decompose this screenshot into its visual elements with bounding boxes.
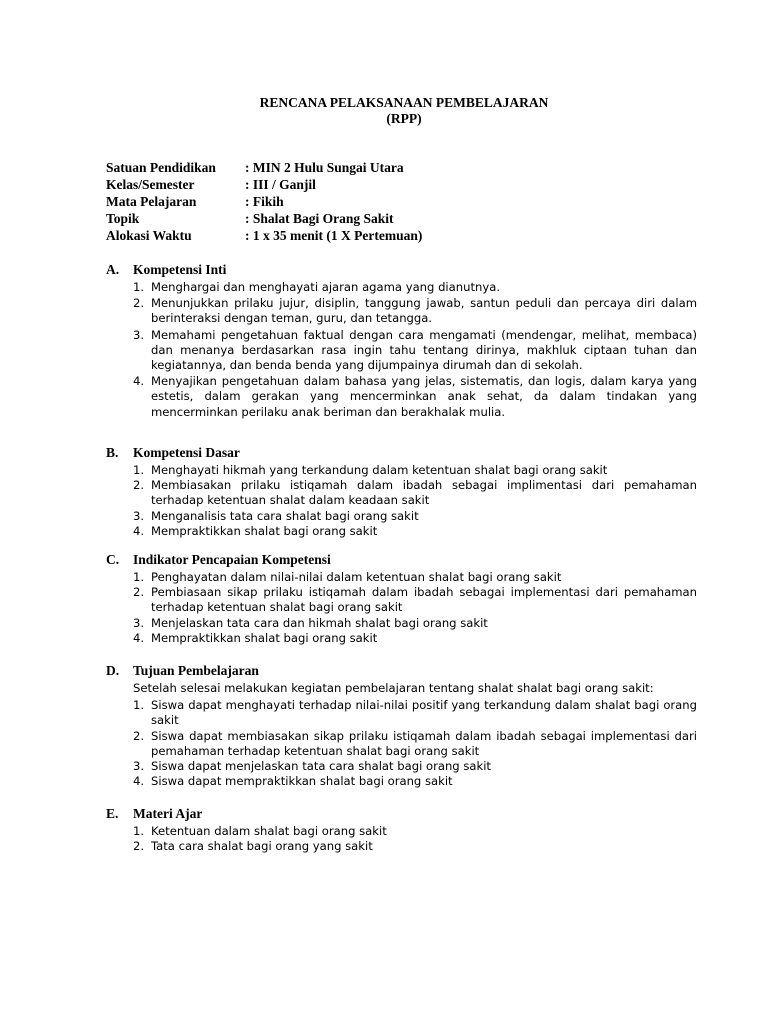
section-list	[106, 698, 697, 789]
list-item-text: Siswa dapat mempraktikkan shalat bagi orang sakit	[151, 774, 453, 789]
list-item-text: Tata cara shalat bagi orang yang sakit	[151, 839, 373, 854]
list-item: 4. Siswa dapat mempraktikkan shalat bagi orang sakit	[133, 774, 453, 789]
section-letter: D.	[106, 663, 120, 678]
document-subtitle: (RPP)	[386, 111, 422, 126]
list-item-text: Menjelaskan tata cara dan hikmah shalat bagi orang sakit	[151, 615, 488, 630]
list-item-text: Mempraktikkan shalat bagi orang sakit	[151, 630, 378, 645]
identity-label: Kelas/Semester	[106, 177, 195, 192]
identity-value: : MIN 2 Hulu Sungai Utara	[245, 160, 404, 175]
identity-row	[106, 176, 422, 193]
list-item: 3. Menjelaskan tata cara dan hikmah shalat bagi orang sakit	[133, 615, 488, 630]
identity-value: : 1 x 35 menit (1 X Pertemuan)	[245, 228, 423, 243]
list-item: 4. Mempraktikkan shalat bagi orang sakit	[133, 630, 378, 645]
list-item-text: Mempraktikkan shalat bagi orang sakit	[151, 523, 378, 538]
list-item: 4. Menyajikan pengetahuan dalam bahasa yang jelas, sistematis, dan logis, dalam karya yang estetis, dalam gerakan yang mencerminkan anak sehat, da dalam tindakan yang mencerminkan perilaku anak beriman dan berakhalak mulia.	[133, 374, 697, 419]
section-title: Kompetensi Inti	[133, 262, 227, 277]
document-title: RENCANA PELAKSANAAN PEMBELAJARAN	[259, 95, 549, 110]
section-tujuan	[106, 663, 697, 789]
identity-label: Satuan Pendidikan	[106, 160, 216, 175]
list-item: 1. Menghargai dan menghayati ajaran agama yang dianutnya.	[133, 280, 501, 294]
identity-label: Topik	[106, 211, 140, 226]
section-indikator	[106, 552, 697, 646]
section-letter: A.	[106, 262, 120, 277]
section-title: Indikator Pencapaian Kompetensi	[133, 552, 331, 567]
section-intro: Setelah selesai melakukan kegiatan pembelajaran tentang shalat shalat bagi orang sakit:	[133, 681, 654, 695]
section-heading	[106, 663, 697, 679]
list-item: 1. Menghayati hikmah yang terkandung dalam ketentuan shalat bagi orang sakit	[133, 463, 608, 477]
identity-row	[106, 159, 422, 176]
section-list	[106, 463, 697, 539]
list-item-text: Menunjukkan prilaku jujur, disiplin, tanggung jawab, santun peduli dan percaya diri dalam berinteraksi dengan teman, guru, dan tetangga.	[151, 296, 697, 326]
list-item-text: Ketentuan dalam shalat bagi orang sakit	[151, 824, 387, 838]
section-heading	[106, 262, 697, 278]
list-item-text: Siswa dapat menghayati terhadap nilai-nilai positif yang terkandung dalam shalat bagi orang sakit	[151, 698, 697, 728]
list-item-text: Menghargai dan menghayati ajaran agama yang dianutnya.	[151, 280, 501, 294]
list-item: 2. Membiasakan prilaku istiqamah dalam ibadah sebagai implimentasi dari pemahaman terhadap ketentuan shalat dalam keadaan sakit	[133, 478, 697, 508]
list-item-text: Memahami pengetahuan faktual dengan cara mengamati (mendengar, melihat, membaca) dan menanya berdasarkan rasa ingin tahu tentang dirinya, makhluk ciptaan tuhan dan kegiatannya, dan benda benda yang dijumpainya dirumah dan di sekolah.	[151, 327, 697, 373]
identity-value: : Shalat Bagi Orang Sakit	[245, 211, 394, 226]
list-item: 3. Menganalisis tata cara shalat bagi orang sakit	[133, 508, 419, 523]
identity-block	[106, 159, 422, 244]
section-kompetensi-dasar	[106, 445, 697, 539]
identity-label: Alokasi Waktu	[106, 228, 192, 243]
identity-row	[106, 227, 422, 244]
section-heading	[106, 806, 697, 822]
list-item: 2. Pembiasaan sikap prilaku istiqamah dalam ibadah sebagai implementasi dari pemahaman terhadap ketentuan shalat bagi orang sakit	[133, 585, 697, 615]
list-item-text: Menyajikan pengetahuan dalam bahasa yang jelas, sistematis, dan logis, dalam karya yang estetis, dalam gerakan yang mencerminkan anak sehat, da dalam tindakan yang mencerminkan perilaku anak beriman dan berakhalak mulia.	[151, 374, 697, 419]
section-letter: C.	[106, 552, 120, 567]
list-item-text: Siswa dapat menjelaskan tata cara shalat bagi orang sakit	[151, 759, 491, 774]
section-title: Kompetensi Dasar	[133, 445, 240, 460]
section-letter: E.	[106, 806, 119, 821]
list-item-text: Siswa dapat membiasakan sikap prilaku istiqamah dalam ibadah sebagai implementasi dari pemahaman terhadap ketentuan shalat bagi orang sakit	[151, 728, 697, 758]
list-item: 2. Siswa dapat membiasakan sikap prilaku istiqamah dalam ibadah sebagai implementasi dari pemahaman terhadap ketentuan shalat bagi orang sakit	[133, 728, 697, 758]
section-title: Tujuan Pembelajaran	[133, 663, 259, 678]
list-item: 4. Mempraktikkan shalat bagi orang sakit	[133, 523, 378, 538]
section-materi-ajar	[106, 806, 697, 854]
list-item: 2. Menunjukkan prilaku jujur, disiplin, tanggung jawab, santun peduli dan percaya diri dalam berinteraksi dengan teman, guru, dan tetangga.	[133, 296, 697, 326]
section-title: Materi Ajar	[133, 806, 203, 821]
identity-row	[106, 210, 422, 227]
section-heading	[106, 445, 697, 461]
list-item: 3. Memahami pengetahuan faktual dengan cara mengamati (mendengar, melihat, membaca) dan menanya berdasarkan rasa ingin tahu tentang dirinya, makhluk ciptaan tuhan dan kegiatannya, dan benda benda yang dijumpainya dirumah dan di sekolah.	[133, 327, 697, 373]
identity-value: : III / Ganjil	[245, 177, 316, 192]
list-item-text: Menganalisis tata cara shalat bagi orang sakit	[151, 508, 419, 523]
section-list	[106, 824, 697, 854]
list-item-text: Pembiasaan sikap prilaku istiqamah dalam ibadah sebagai implementasi dari pemahaman terhadap ketentuan shalat bagi orang sakit	[151, 585, 697, 615]
list-item-text: Penghayatan dalam nilai-nilai dalam ketentuan shalat bagi orang sakit	[151, 570, 562, 584]
list-item: 1. Penghayatan dalam nilai-nilai dalam ketentuan shalat bagi orang sakit	[133, 570, 562, 584]
section-list	[106, 570, 697, 646]
section-kompetensi-inti	[106, 262, 697, 421]
section-list	[106, 280, 697, 420]
list-item-text: Membiasakan prilaku istiqamah dalam ibadah sebagai implimentasi dari pemahaman terhadap ketentuan shalat dalam keadaan sakit	[151, 478, 697, 508]
identity-row	[106, 193, 422, 210]
list-item: 3. Siswa dapat menjelaskan tata cara shalat bagi orang sakit	[133, 759, 491, 774]
list-item: 2. Tata cara shalat bagi orang yang sakit	[133, 839, 373, 854]
identity-label: Mata Pelajaran	[106, 194, 197, 209]
list-item: 1. Ketentuan dalam shalat bagi orang sakit	[133, 824, 387, 838]
section-letter: B.	[106, 445, 119, 460]
identity-value: : Fikih	[245, 194, 284, 209]
list-item: 1. Siswa dapat menghayati terhadap nilai-nilai positif yang terkandung dalam shalat bagi orang sakit	[133, 698, 697, 728]
list-item-text: Menghayati hikmah yang terkandung dalam ketentuan shalat bagi orang sakit	[151, 463, 608, 477]
section-heading	[106, 552, 697, 568]
